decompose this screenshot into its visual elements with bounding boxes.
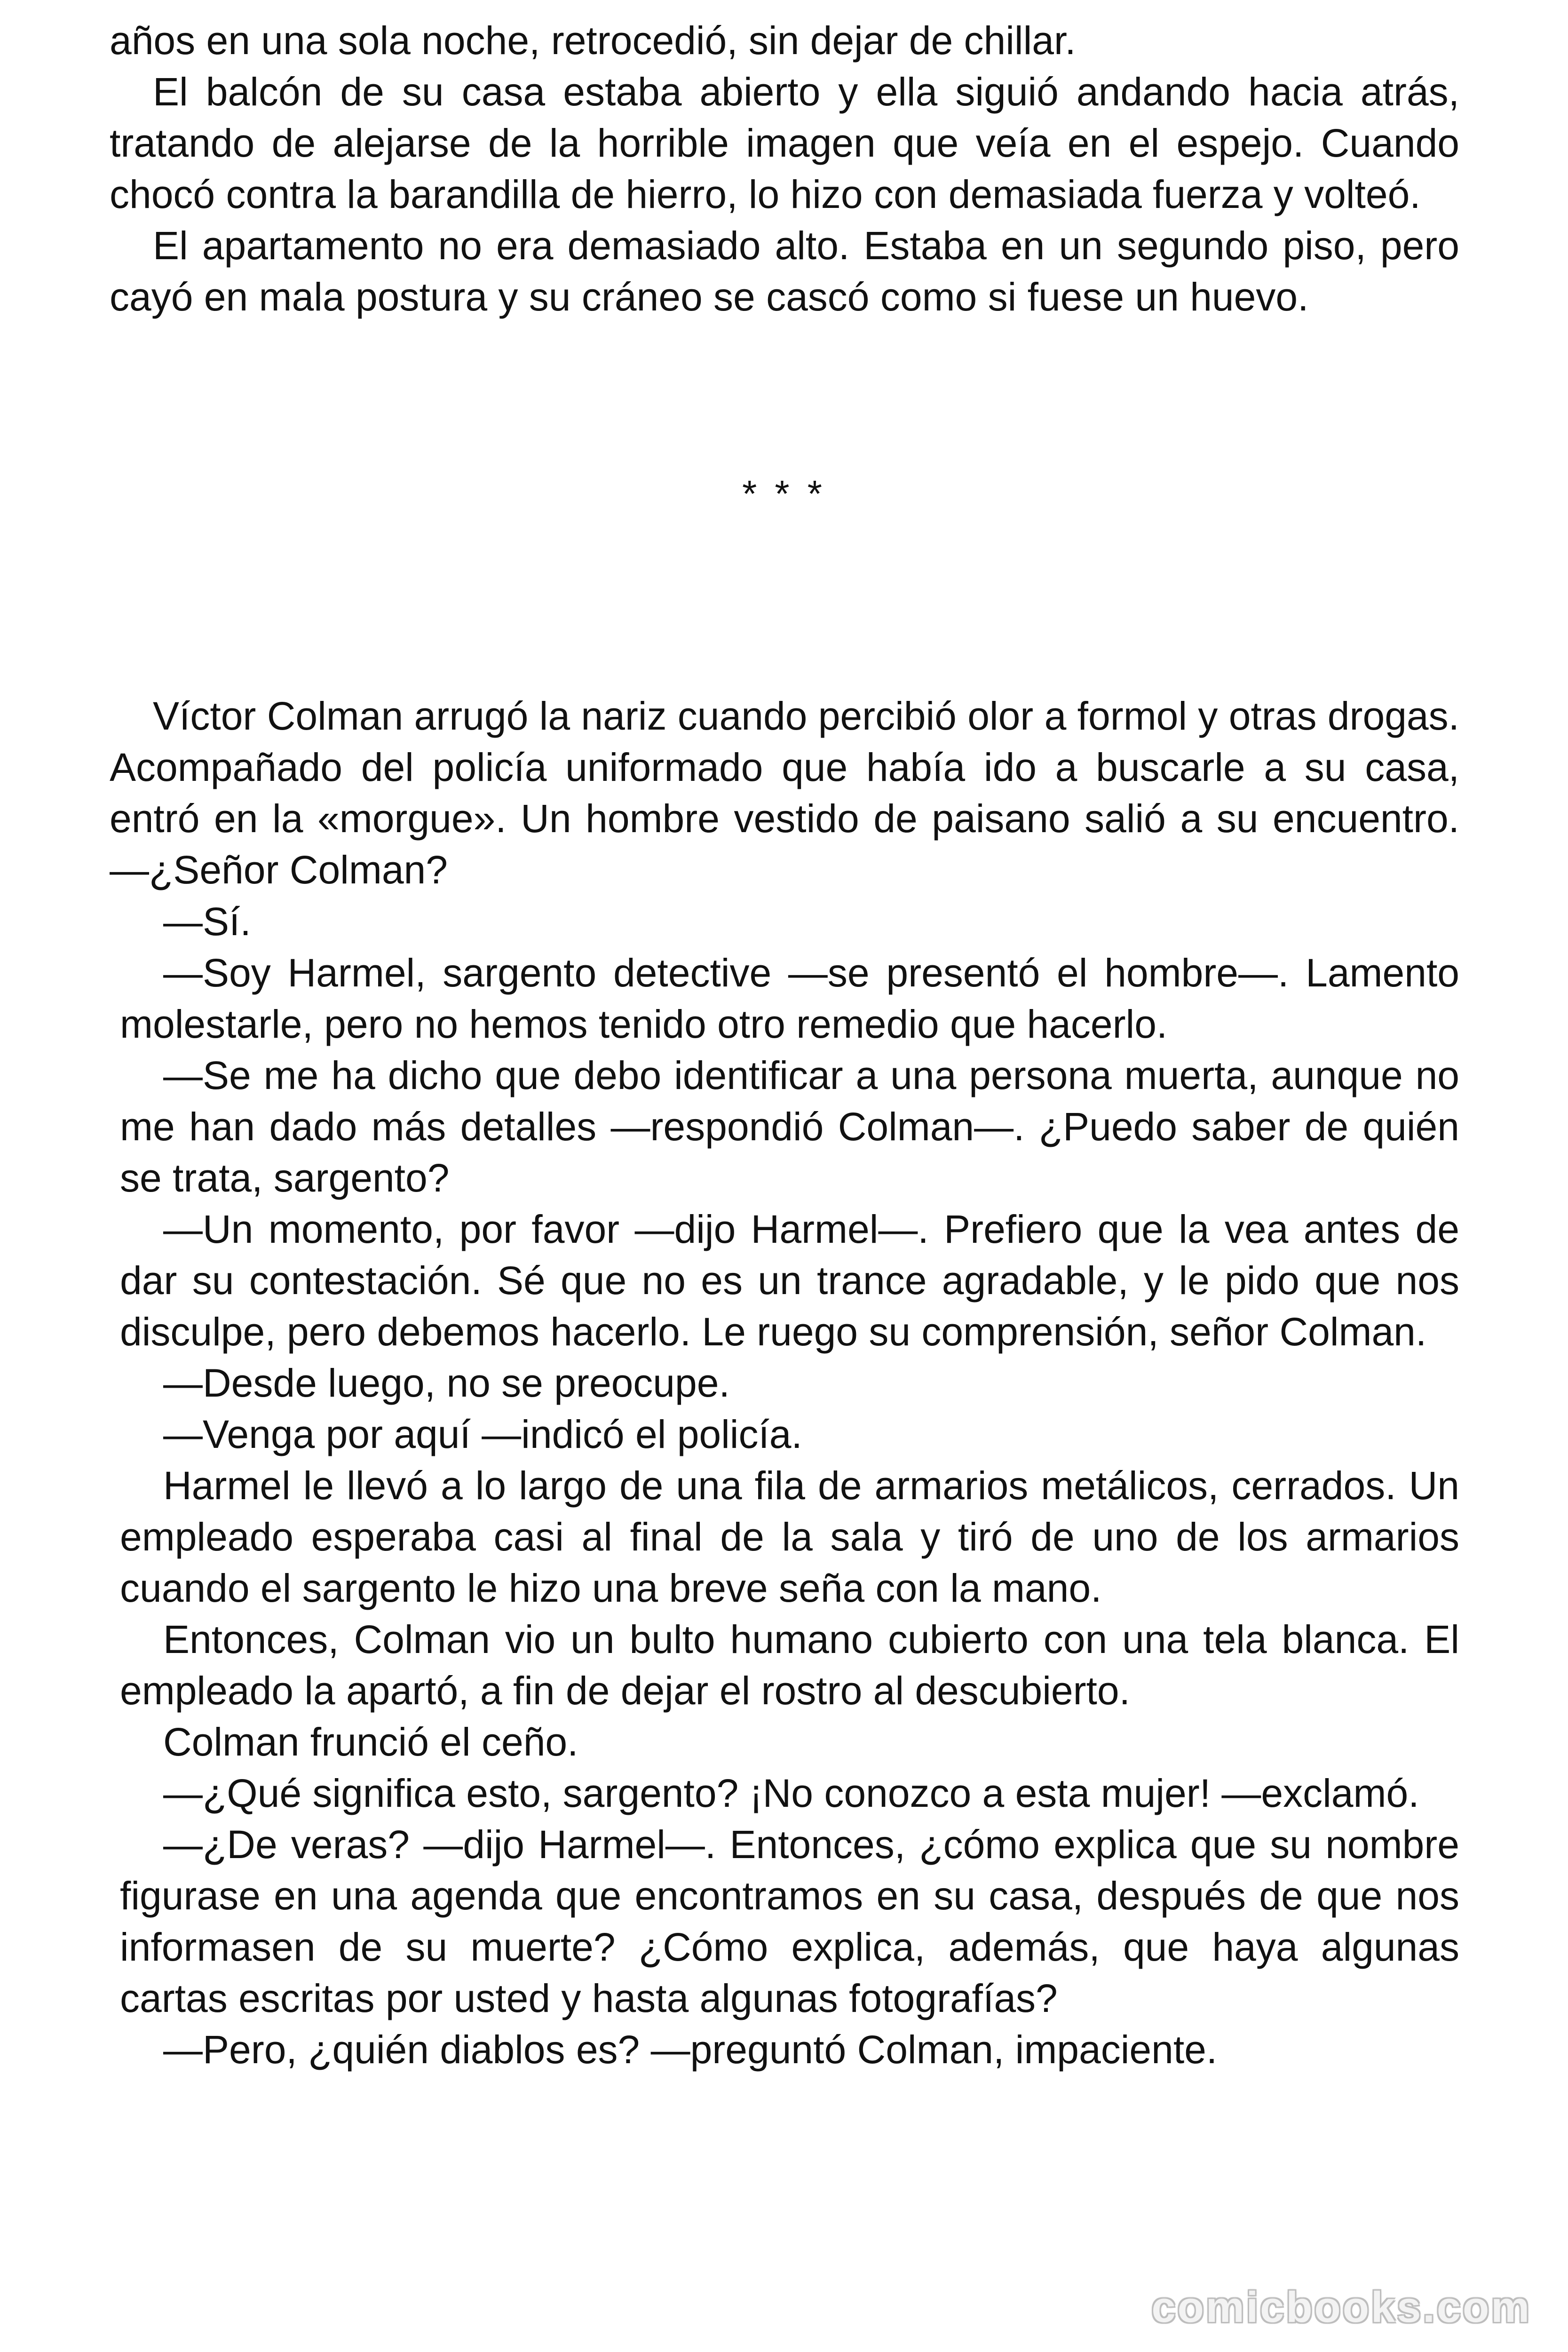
paragraph: —Se me ha dicho que debo identificar a una persona muerta, aunque no me han dado más detalles —respondió Colman—. ¿Puedo saber de quién se trata, sargento? bbox=[120, 1053, 1459, 1200]
paragraph: Colman frunció el ceño. bbox=[163, 1720, 578, 1764]
paragraph: años en una sola noche, retrocedió, sin dejar de chillar. bbox=[110, 18, 1076, 63]
section-previous-scene bbox=[110, 15, 1459, 323]
watermark: comicbooks.com bbox=[1151, 2283, 1531, 2331]
section-morgue-opening bbox=[110, 691, 1459, 896]
paragraph: —Venga por aquí —indicó el policía. bbox=[163, 1412, 802, 1456]
paragraph: —¿Qué significa esto, sargento? ¡No conozco a esta mujer! —exclamó. bbox=[163, 1771, 1419, 1815]
scene-separator: * * * bbox=[742, 473, 826, 515]
paragraph: El balcón de su casa estaba abierto y ella siguió andando hacia atrás, tratando de alejarse de la horrible imagen que veía en el espejo. Cuando chocó contra la barandilla de hierro, lo hizo con demasiada fuerza y volteó. bbox=[110, 70, 1459, 216]
paragraph: Entonces, Colman vio un bulto humano cubierto con una tela blanca. El empleado la apartó, a fin de dejar el rostro al descubierto. bbox=[120, 1617, 1459, 1713]
paragraph: —Soy Harmel, sargento detective —se presentó el hombre—. Lamento molestarle, pero no hemos tenido otro remedio que hacerlo. bbox=[120, 951, 1459, 1046]
paragraph: El apartamento no era demasiado alto. Estaba en un segundo piso, pero cayó en mala postura y su cráneo se cascó como si fuese un huevo. bbox=[110, 223, 1459, 319]
paragraph: —Sí. bbox=[163, 899, 251, 944]
paragraph: —¿De veras? —dijo Harmel—. Entonces, ¿cómo explica que su nombre figurase en una agenda que encontramos en su casa, después de que nos informasen de su muerte? ¿Cómo explica, además, que haya algunas cartas escritas por usted y hasta algunas fotografías? bbox=[120, 1822, 1459, 2020]
paragraph: Víctor Colman arrugó la nariz cuando percibió olor a formol y otras drogas. Acompañado del policía uniformado que había ido a buscarle a su casa, entró en la «morgue». Un hombre vestido de paisano salió a su encuentro. —¿Señor Colman? bbox=[110, 694, 1459, 892]
section-morgue-dialogue bbox=[120, 896, 1459, 2075]
paragraph: —Pero, ¿quién diablos es? —preguntó Colman, impaciente. bbox=[163, 2027, 1218, 2072]
paragraph: —Desde luego, no se preocupe. bbox=[163, 1361, 730, 1405]
paragraph: Harmel le llevó a lo largo de una fila de armarios metálicos, cerrados. Un empleado esperaba casi al final de la sala y tiró de uno de los armarios cuando el sargento le hizo una breve seña con la mano. bbox=[120, 1463, 1459, 1610]
paragraph: —Un momento, por favor —dijo Harmel—. Prefiero que la vea antes de dar su contestación. Sé que no es un trance agradable, y le pido que nos disculpe, pero debemos hacerlo. Le ruego su comprensión, señor Colman. bbox=[120, 1207, 1459, 1354]
